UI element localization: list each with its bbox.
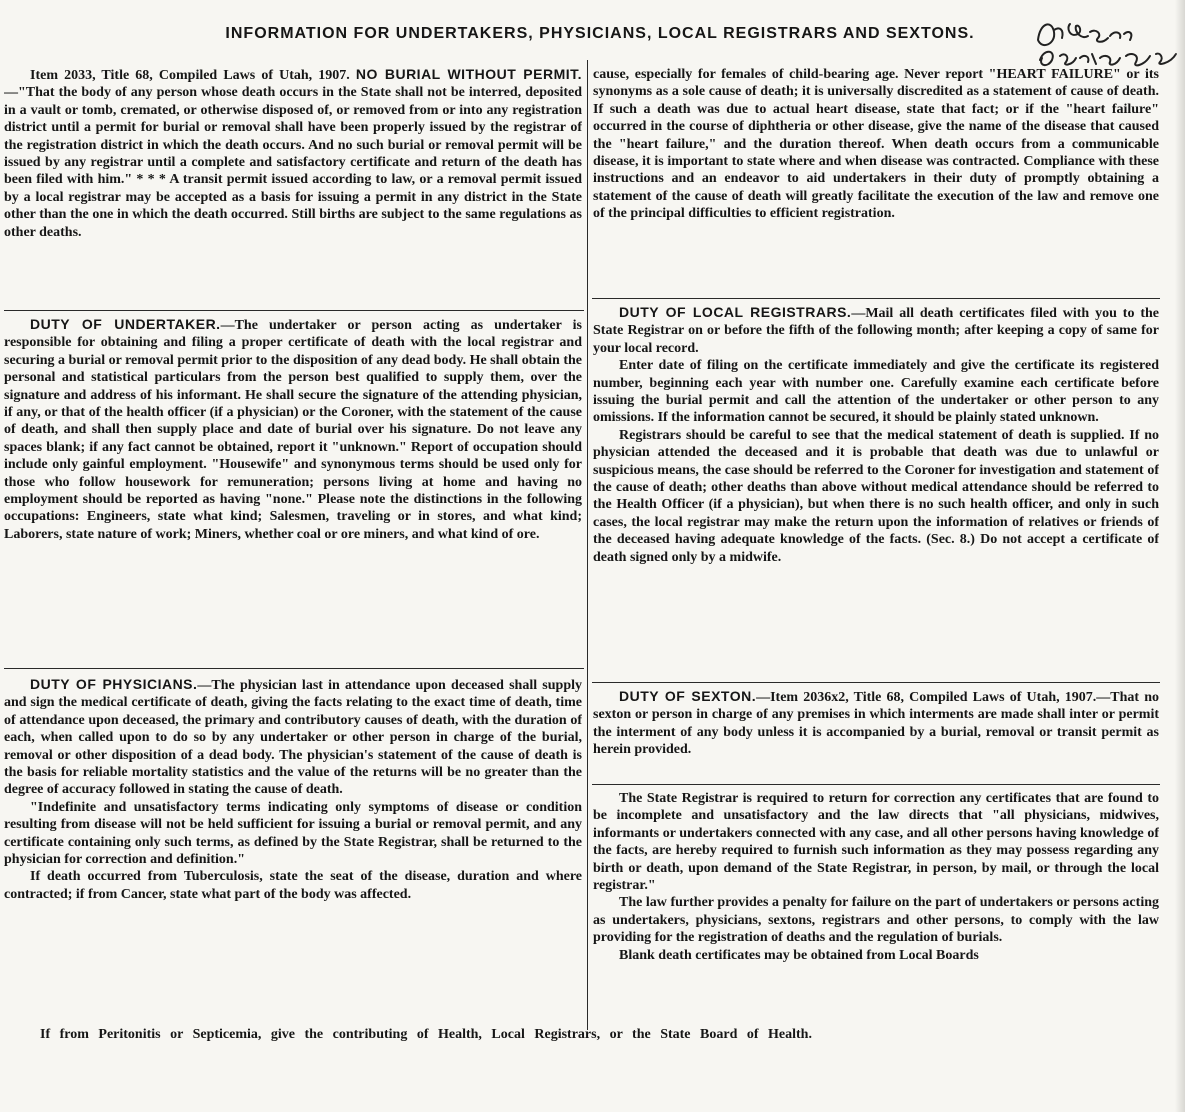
physicians-heading: DUTY OF PHYSICIANS. [30,676,198,692]
undertaker-heading: DUTY OF UNDERTAKER. [30,316,221,332]
section-divider [592,298,1160,299]
heart-failure-text: cause, especially for females of child-bearing age. Never report "HEART FAILURE" or its synonyms as a sole cause of death; it is universally discredited as a statement of cause of death. If such a death was due to actual heart disease, state that fact; or if the "heart failure" occurred in the course of diphtheria or other disease, give the name of the disease that caused the "heart failure," and the duration thereof. When death occurs from a communicable disease, it is important to state where and when disease was contracted. Compliance with these instructions and an endeavor to aid undertakers in their duty of promptly obtaining a statement of the cause of death will greatly facilitate the execution of the law and remove one of the principal difficulties to efficient registration. [593,67,1159,222]
registrars-para-3: Registrars should be careful to see that the medical statement of death is supplied. If no physician attended the deceased and it is probable that death was due to unlawful or suspicious means, the case should be referred to the Coroner for investigation and statement of the cause of death; other deaths than above without medical attendance should be referred to the Health Officer (if a physician), but when there is no such health officer, and only in such cases, the local registrar may make the return upon the information of relatives or friends of the deceased having adequate knowledge of the facts. (Sec. 8.) Do not accept a certificate of death signed only by a midwife. [593,427,1159,565]
registrars-body: —Mail all death certificates filed with you to the State Registrar on or before the fifth of the following month; after keeping a copy of same for your local record. [593,306,1159,356]
section-divider [592,682,1160,683]
section-divider [4,668,584,669]
column-divider [587,60,588,1030]
physicians-body: —The physician last in attendance upon deceased shall supply and sign the medical certificate of death, giving the facts relating to the exact time of death, time of attendance upon deceased, the primary and contributory causes of death, with the duration of each, when called upon to do so by any undertaker or other person in charge of the burial, removal or other disposition of a dead body. The physician's statement of the cause of death is the basis for reliable mortality statistics and the value of the returns will be no greater than the degree of accuracy followed in stating the cause of death. [4,678,582,798]
sexton-heading: DUTY OF SEXTON. [619,688,757,704]
state-registrar-para-2: The law further provides a penalty for failure on the part of undertakers or persons acting as undertakers, physicians, sextons, registrars and other persons, to comply with the law providing for the registration of deaths and the regulation of burials. [593,895,1159,946]
section-divider [4,310,584,311]
undertaker-section [4,316,582,666]
handwritten-signature [1030,10,1185,70]
burial-law-section [4,66,582,308]
physicians-section [4,676,582,1026]
burial-law-body: —"That the body of any person whose death occurs in the State shall not be interred, deposited in a vault or tomb, cremated, or otherwise disposed of, or removed from or into any registration district until a permit for burial or removal shall have been properly issued by the registrar of the registration district in which the death occurs. And no such burial or removal permit will be issued by any registrar until a complete and satisfactory certificate and return of the death has been filed with him." * * * A transit permit issued according to law, or a removal permit issued by a local registrar may be accepted as a basis for issuing a permit in any district in the State other than the one in which the death occurred. Still births are subject to the same regulations as other deaths. [4,85,582,240]
state-registrar-section [593,790,1159,1030]
heart-failure-section [593,66,1159,294]
undertaker-body: —The undertaker or person acting as undertaker is responsible for obtaining and filing a proper certificate of death with the local registrar and securing a burial or removal permit prior to the disposition of any dead body. He shall obtain the personal and statistical particulars from the person best qualified to supply them, over the signature and address of his informant. He shall secure the signature of the attending physician, if any, or that of the health officer (if a physician) or the Coroner, with the statement of the cause of death, and shall then supply place and date of burial over his signature. Do not leave any spaces blank; if any fact cannot be obtained, report it "unknown." Report of occupation should include only gainful employment. "Housewife" and synonymous terms should be used only for those who follow housework for remuneration; persons living at home and having no employment should be reported as having "none." Please note the distinctions in the following occupations: Engineers, state what kind; Salesmen, traveling or in stores, and what kind; Laborers, state nature of work; Miners, whether coal or ore miners, and what kind of ore. [4,318,582,542]
registrars-para-2: Enter date of filing on the certificate immediately and give the certificate its registered number, beginning each year with number one. Carefully examine each certificate before issuing the burial permit and call the attention of the undertaker or other person to any omissions. If the information cannot be secured, it should be plainly stated unknown. [593,358,1159,426]
registrars-heading: DUTY OF LOCAL REGISTRARS. [619,304,852,320]
page-title: INFORMATION FOR UNDERTAKERS, PHYSICIANS, LOCAL REGISTRARS AND SEXTONS. [225,25,975,42]
burial-law-heading: NO BURIAL WITHOUT PERMIT. [355,66,582,82]
sexton-body: —Item 2036x2, Title 68, Compiled Laws of Utah, 1907.—That no sexton or person in charge of any premises in which interments are made shall inter or permit the interment of any body unless it is accompanied by a burial, removal or transit permit as herein provided. [593,690,1159,758]
footer-line: If from Peritonitis or Septicemia, give the contributing of Health, Local Registrars, or the State Board of Health. [40,1027,812,1042]
state-registrar-para-3: Blank death certificates may be obtained from Local Boards [619,947,979,963]
scan-edge [1175,0,1185,1112]
tuberculosis-note: If death occurred from Tuberculosis, state the seat of the disease, duration and where contracted; if from Cancer, state what part of the body was affected. [4,869,582,902]
section-divider [592,784,1160,785]
signature-graphic [1030,10,1185,70]
physicians-quote: "Indefinite and unsatisfactory terms indicating only symptoms of disease or condition resulting from disease will not be held sufficient for issuing a burial or removal permit, and any certificate containing only such terms, as defined by the State Registrar, shall be returned to the physician for correction and definition." [4,799,582,868]
registrars-section [593,304,1159,678]
state-registrar-para-1: The State Registrar is required to return for correction any certificates that are found to be incomplete and unsatisfactory and the law directs that "all physicians, midwives, informants or undertakers connected with any case, and all other persons having knowledge of the facts, are hereby required to furnish such information as they may possess regarding any birth or death, upon demand of the State Registrar, in person, by mail, or through the local registrar." [593,791,1159,894]
burial-law-lead: Item 2033, Title 68, Compiled Laws of Utah, 1907. [30,68,350,83]
sexton-section [593,688,1159,780]
